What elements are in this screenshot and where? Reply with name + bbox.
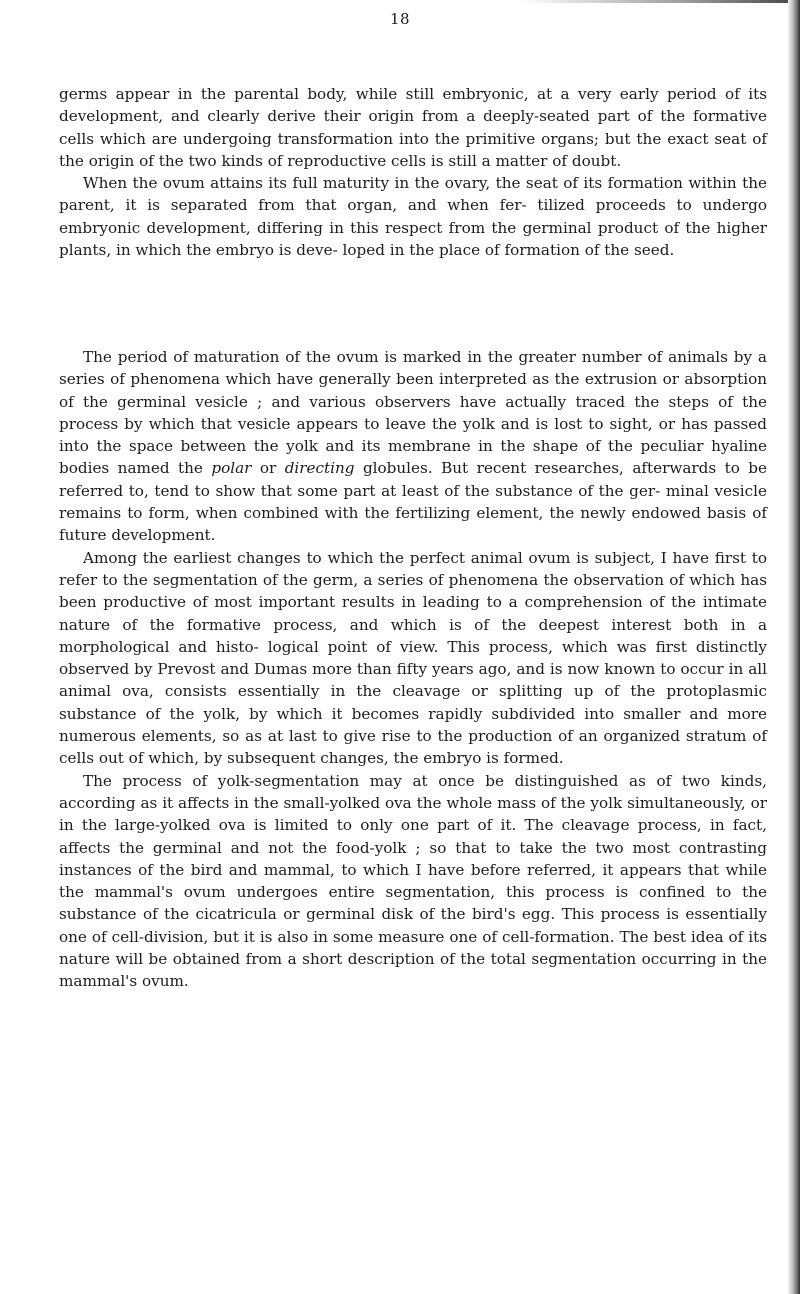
paragraph-2: When the ovum attains its full maturity in the ovary, the seat of its formation within the parent, it is separated from that organ, and when fer- tilized proceeds to undergo embryonic development, differing in this respect from the germinal product of the higher plants, in which the embryo is deve- loped in the place of formation of the seed. bbox=[59, 174, 767, 260]
text-section-top bbox=[59, 83, 767, 261]
paragraph-4: Among the earliest changes to which the perfect animal ovum is subject, I have first to refer to the segmentation of the germ, a series of phenomena the observation of which has been productive of most important results in leading to a comprehension of the intimate nature of the formative process, and which is of the deepest interest both in a morphological and histo- logical point of view. This process, which was first distinctly observed by Prevost and Dumas more than fifty years ago, and is now known to occur in all animal ova, consists essentially in the cleavage or splitting up of the protoplasmic substance of the yolk, by which it becomes rapidly subdivided into smaller and more numerous elements, so as at last to give rise to the production of an organized stratum of cells out of which, by subsequent changes, the embryo is formed. bbox=[59, 548, 767, 768]
paragraph-3-text-c: globules. But recent researches, afterwards to be referred to, tend to show that some part at least of the substance of the ger- minal vesicle remains to form, when combined with the fertilizing element, the newly endowed basis of future development. bbox=[59, 459, 768, 545]
paragraph-5: The process of yolk-segmentation may at once be distinguished as of two kinds, according as it affects in the small-yolked ova the whole mass of the yolk simultaneously, or in the large-yolked ova is limited to only one part of it. The cleavage process, in fact, affects the germinal and not the food-yolk ; so that to take the two most contrasting instances of the bird and mammal, to which I have before referred, it appears that while the mammal's ovum undergoes entire segmentation, this process is confined to the substance of the cicatricula or germinal disk of the bird's egg. This process is essentially one of cell-division, but it is also in some measure one of cell-formation. The best idea of its nature will be obtained from a short description of the total segmentation occurring in the mammal's ovum. bbox=[59, 771, 767, 991]
text-section-main bbox=[59, 346, 767, 993]
page-binding-edge bbox=[788, 0, 800, 1294]
term-polar: polar bbox=[211, 459, 252, 478]
paragraph-3-text-a: The period of maturation of the ovum is marked in the greater number of animals by a series of phenomena which have generally been interpreted as the extrusion or absorption of the germinal vesicle ; and various observers have actually traced the steps of the process by which that vesicle appears to leave the yolk and is lost to sight, or has passed into the space between the yolk and its membrane in the shape of the peculiar hyaline bodies named the bbox=[59, 348, 767, 478]
term-directing: directing bbox=[284, 459, 355, 478]
paragraph-1: germs appear in the parental body, while still embryonic, at a very early period of its development, and clearly derive their origin from a deeply-seated part of the formative cells which are undergoing transformation into the primitive organs; but the exact seat of the origin of the two kinds of reproductive cells is still a matter of doubt. bbox=[59, 85, 767, 170]
page-number: 18 bbox=[389, 10, 411, 28]
page-top-edge-shadow bbox=[520, 0, 800, 3]
paragraph-3 bbox=[59, 346, 767, 547]
paragraph-3-text-b: or bbox=[251, 459, 285, 478]
